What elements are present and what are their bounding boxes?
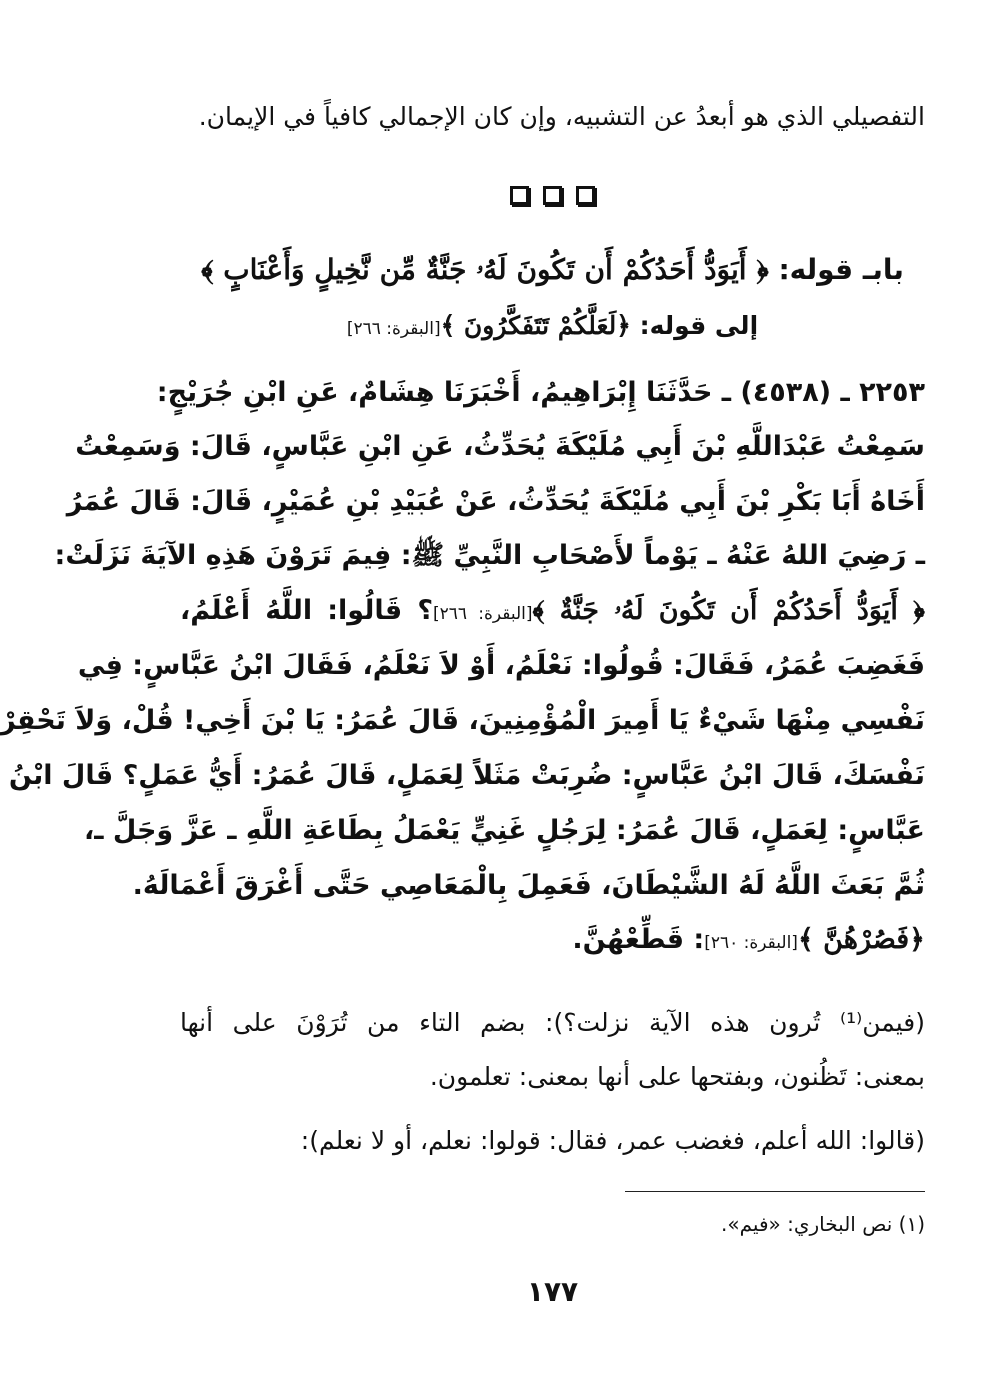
commentary-line: (قالوا: الله أعلم، فغضب عمر، فقال: قولوا: نعلم، أو لا نعلم): — [300, 1126, 925, 1155]
hadith-line: سَمِعْتُ عَبْدَاللَّهِ بْنَ أَبِي مُلَيْكَةَ يُحَدِّثُ، عَنِ ابْنِ عَبَّاسٍ، قَالَ: وَسَمِعْتُ — [75, 431, 925, 462]
until-verse: ﴿لَعَلَّكُمْ تَتَفَكَّرُونَ ﴾ — [440, 311, 631, 340]
until-label: إلى قوله: — [639, 311, 759, 340]
commentary-line: بمعنى: تَظُنون، وبفتحها على أنها بمعنى: تعلمون. — [429, 1062, 925, 1091]
chapter-subheading — [180, 313, 925, 338]
hadith-line: عَبَّاسٍ: لِعَمَلٍ، قَالَ عُمَرُ: لِرَجُلٍ غَنِيٍّ يَعْمَلُ بِطَاعَةِ اللَّهِ ـ عَزَّ وَجَلَّ ـ، — [83, 815, 925, 846]
chapter-verse: ﴿ أَيَوَدُّ أَحَدُكُمْ أَن تَكُونَ لَهُۥ جَنَّةٌ مِّن نَّخِيلٍ وَأَعْنَابٍ ﴾ — [201, 253, 769, 286]
footnote-divider — [625, 1191, 925, 1192]
intro-line: التفصيلي الذي هو أبعدُ عن التشبيه، وإن كان الإجمالي كافياً في الإيمان. — [198, 102, 925, 131]
hadith-line-verse — [180, 597, 925, 624]
ornament-square-icon — [510, 186, 529, 205]
hadith-line: ثُمَّ بَعَثَ اللَّهُ لَهُ الشَّيْطَانَ، فَعَمِلَ بِالْمَعَاصِي حَتَّى أَغْرَقَ أَعْمَالَهُ. — [132, 870, 925, 901]
hadith-verse: ﴿ أَيَوَدُّ أَحَدُكُمْ أَن تَكُونَ لَهُۥ جَنَّةٌ ﴾ — [532, 595, 925, 626]
footnote: (١) نص البخاري: «فيم». — [721, 1212, 925, 1236]
hadith-last-line — [180, 926, 925, 953]
hadith-last-rest: : قَطِّعْهُنَّ. — [572, 924, 705, 955]
hadith-line: ٢٢٥٣ ـ (٤٥٣٨) ـ حَدَّثَنَا إِبْرَاهِيمُ، أَخْبَرَنَا هِشَامٌ، عَنِ ابْنِ جُرَيْجٍ: — [156, 377, 925, 408]
commentary-line: (فيمن⁽¹⁾ تُرون هذه الآية نزلت؟): بضم التاء من تُرَوْنَ على أنها — [180, 1008, 925, 1037]
hadith-line: ـ رَضِيَ اللهُ عَنْهُ ـ يَوْماً لأَصْحَابِ النَّبِيِّ ﷺ: فِيمَ تَرَوْنَ هَذِهِ الآيَةَ نَزَلَتْ: — [54, 540, 925, 571]
until-ref: [البقرة: ٢٦٦] — [346, 319, 441, 339]
hadith-line: أَخَاهُ أَبَا بَكْرِ بْنَ أَبِي مُلَيْكَةَ يُحَدِّثُ، عَنْ عُبَيْدِ بْنِ عُمَيْرٍ، قَالَ: قَالَ عُمَرُ — [66, 486, 925, 517]
ornament-square-icon — [543, 186, 562, 205]
hadith-verse-ref: [البقرة: ٢٦٦] — [433, 604, 533, 624]
hadith-last-ref: [البقرة: ٢٦٠] — [704, 933, 798, 953]
hadith-line-rest: ؟ قَالُوا: اللَّهُ أَعْلَمُ، — [180, 595, 434, 626]
chapter-heading — [180, 253, 925, 286]
hadith-line: فَغَضِبَ عُمَرُ، فَقَالَ: قُولُوا: نَعْلَمُ، أَوْ لاَ نَعْلَمُ، فَقَالَ ابْنُ عَبَّاسٍ: فِي — [77, 650, 925, 681]
chapter-label: بابـ قوله: — [778, 253, 904, 286]
hadith-last-verse: ﴿فَصُرْهُنَّ ﴾ — [797, 924, 925, 955]
section-ornament — [180, 186, 925, 205]
hadith-line: نَفْسَكَ، قَالَ ابْنُ عَبَّاسٍ: ضُرِبَتْ مَثَلاً لِعَمَلٍ، قَالَ عُمَرُ: أَيُّ عَمَلٍ؟ قَالَ ابْنُ — [8, 760, 925, 791]
hadith-line: نَفْسِي مِنْهَا شَيْءٌ يَا أَمِيرَ الْمُؤْمِنِينَ، قَالَ عُمَرُ: يَا بْنَ أَخِي! قُلْ، وَلاَ تَحْقِرْ — [0, 705, 925, 736]
page-number: ١٧٧ — [526, 1275, 579, 1308]
ornament-square-icon — [576, 186, 595, 205]
